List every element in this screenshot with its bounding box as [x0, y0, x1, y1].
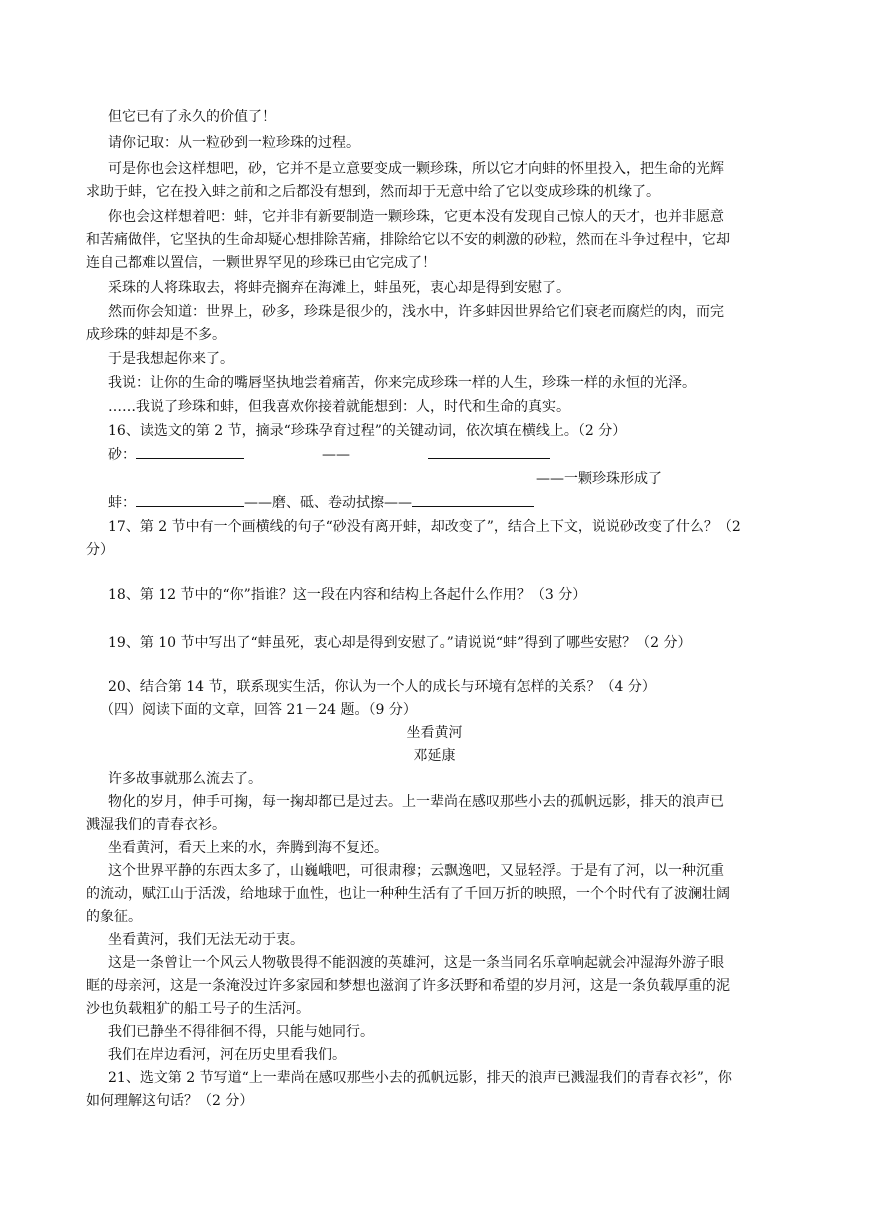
- q16-blank-4[interactable]: [412, 492, 534, 507]
- paragraph-line: 你也会这样想着吧：蚌，它并非有新要制造一颗珍珠，它更本没有发现自己惊人的天才，也并非愿意: [108, 209, 724, 225]
- article-line: 的流动，赋江山于活泼，给地球于血性，也让一种种生活有了千回万折的映照，一个个时代有了波澜壮阔: [86, 886, 730, 902]
- section-4-heading: （四）阅读下面的文章，回答 21－24 题。（9 分）: [100, 702, 417, 718]
- q16-dash: ——: [322, 447, 350, 463]
- paragraph-line: ……我说了珍珠和蚌，但我喜欢你接着就能想到：人，时代和生命的真实。: [108, 399, 570, 415]
- article-line: 溅湿我们的青春衣衫。: [86, 817, 226, 833]
- paragraph-line: 和苦痛做伴，它坚执的生命却疑心想排除苦痛，排除给它以不安的刺激的砂粒，然而在斗争过程中，它却: [86, 232, 730, 248]
- q16-sha-row: [108, 444, 550, 466]
- paragraph-line: 采珠的人将珠取去，将蚌壳搁弃在海滩上，蚌虽死，衷心却是得到安慰了。: [108, 280, 570, 296]
- question-16: 16、读选文的第 2 节，摘录“珍珠孕育过程”的关键动词，依次填在横线上。（2 分）: [108, 423, 627, 439]
- question-19: 19、第 10 节中写出了“蚌虽死，衷心却是得到安慰了。”请说说“蚌”得到了哪些安慰？（2 分）: [108, 635, 692, 651]
- q16-blank-1[interactable]: [136, 444, 244, 459]
- paragraph-line: 然而你会知道：世界上，砂多，珍珠是很少的，浅水中，许多蚌因世界给它们衰老而腐烂的肉，而完: [108, 304, 724, 320]
- paragraph-line: 连自己都难以置信，一颗世界罕见的珍珠已由它完成了！: [86, 255, 436, 271]
- article-line: 我们在岸边看河，河在历史里看我们。: [108, 1047, 346, 1063]
- paragraph-line: 于是我想起你来了。: [108, 351, 234, 367]
- article-line: 眶的母亲河，这是一条淹没过许多家园和梦想也滋润了许多沃野和希望的岁月河，这是一条负载厚重的泥: [86, 978, 730, 994]
- question-17-cont: 分）: [86, 542, 114, 558]
- question-18: 18、第 12 节中的“你”指谁？这一段在内容和结构上各起什么作用？（3 分）: [108, 587, 587, 603]
- paragraph-line: 我说：让你的生命的嘴唇坚执地尝着痛苦，你来完成珍珠一样的人生，珍珠一样的永恒的光泽。: [108, 375, 696, 391]
- q16-blank-2[interactable]: [428, 444, 550, 459]
- article-line: 的象征。: [86, 909, 142, 925]
- article-line: 沙也负载粗犷的船工号子的生活河。: [86, 1001, 310, 1017]
- q16-bang-label: 蚌：: [108, 495, 136, 511]
- article-line: 这是一条曾让一个风云人物敬畏得不能泅渡的英雄河，这是一条当同名乐章响起就会冲湿海外游子眼: [108, 955, 724, 971]
- paragraph-line: 但它已有了永久的价值了！: [108, 109, 276, 125]
- paragraph-line: 成珍珠的蚌却是不多。: [86, 327, 226, 343]
- article-line: 坐看黄河，看天上来的水，奔腾到海不复还。: [108, 840, 388, 856]
- paragraph-line: 可是你也会这样想吧，砂，它并不是立意要变成一颗珍珠，所以它才向蚌的怀里投入，把生命的光辉: [108, 161, 724, 177]
- q16-bang-row: [108, 492, 534, 514]
- question-20: 20、结合第 14 节，联系现实生活，你认为一个人的成长与环境有怎样的关系？（4 分）: [108, 679, 656, 695]
- paragraph-line: 请你记取：从一粒砂到一粒珍珠的过程。: [108, 135, 360, 151]
- q16-end-text: ——一颗珍珠形成了: [536, 471, 662, 487]
- question-21: 21、选文第 2 节写道“上一辈尚在感叹那些小去的孤帆远影，排天的浪声已溅湿我们的青春衣衫”，你: [108, 1070, 732, 1086]
- q16-blank-3[interactable]: [136, 492, 244, 507]
- article-line: 我们已静坐不得徘徊不得，只能与她同行。: [108, 1024, 374, 1040]
- article-author: 邓延康: [413, 748, 456, 764]
- q16-bang-middle: ——磨、砥、卷动拭擦——: [244, 495, 412, 511]
- q16-sha-label: 砂：: [108, 447, 136, 463]
- article-line: 许多故事就那么流去了。: [108, 771, 262, 787]
- question-17: 17、第 2 节中有一个画横线的句子“砂没有离开蚌，却改变了”，结合上下文，说说砂改变了什么？（2: [108, 519, 741, 535]
- article-line: 物化的岁月，伸手可掬，每一掬却都已是过去。上一辈尚在感叹那些小去的孤帆远影，排天的浪声已: [108, 794, 724, 810]
- question-21-cont: 如何理解这句话？（2 分）: [86, 1093, 254, 1109]
- article-line: 这个世界平静的东西太多了，山巍峨吧，可很肃穆；云飘逸吧，又显轻浮。于是有了河，以一种沉重: [108, 863, 724, 879]
- paragraph-line: 求助于蚌，它在投入蚌之前和之后都没有想到，然而却于无意中给了它以变成珍珠的机缘了。: [86, 184, 660, 200]
- article-title: 坐看黄河: [406, 725, 463, 741]
- article-line: 坐看黄河，我们无法无动于衷。: [108, 932, 304, 948]
